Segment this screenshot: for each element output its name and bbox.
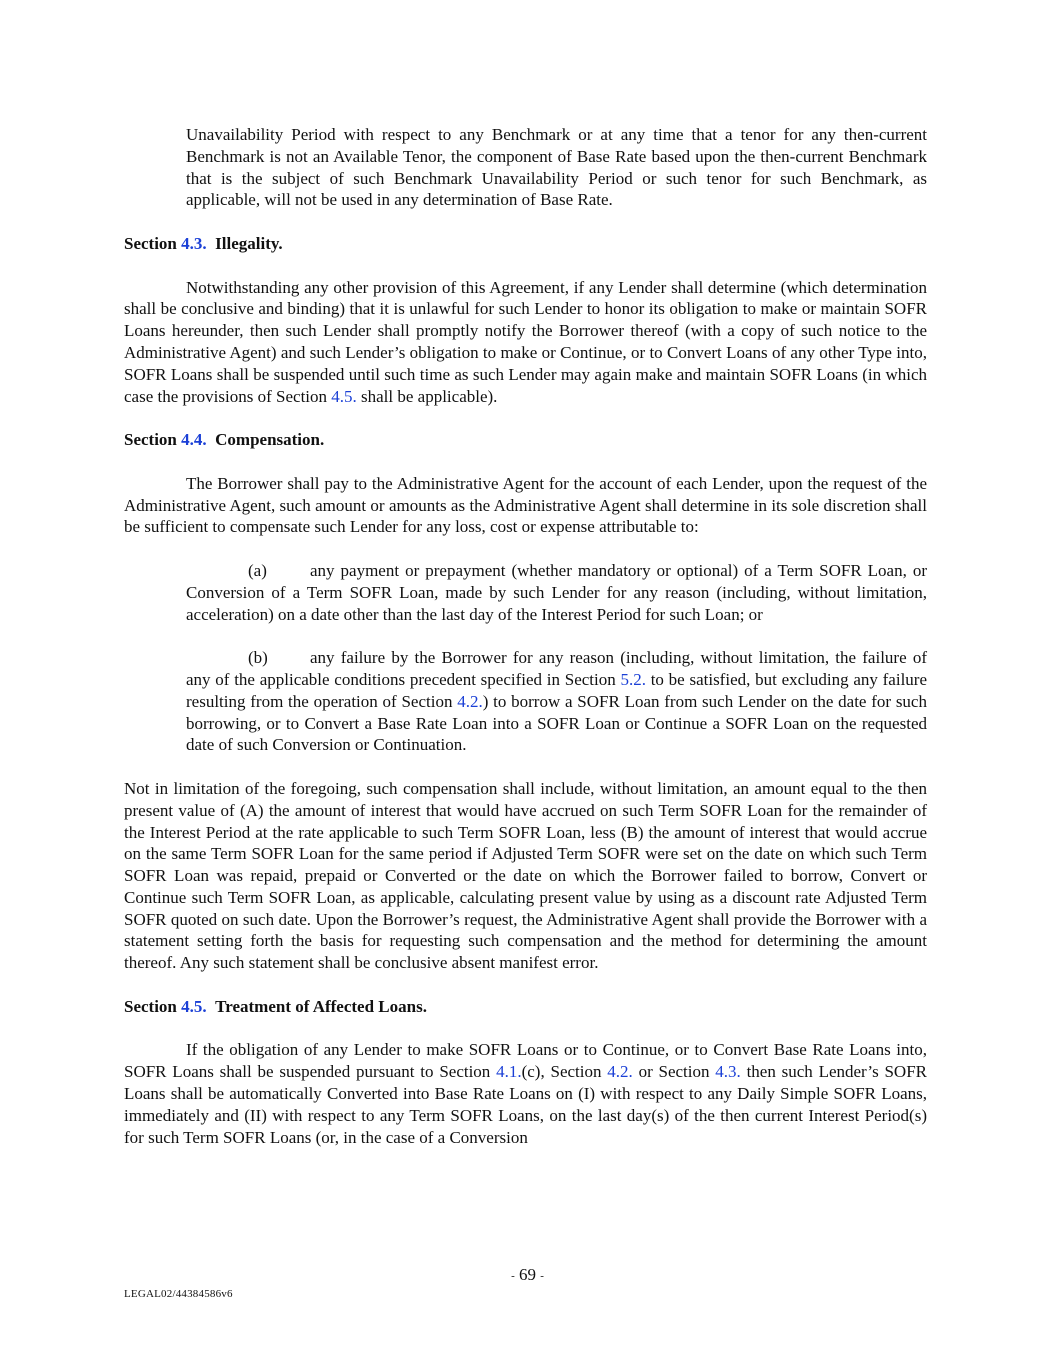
page-number-dash: - xyxy=(540,1270,544,1283)
cross-ref-link-4-2[interactable]: 4.2. xyxy=(457,691,483,711)
clause-a xyxy=(186,560,927,625)
section-prefix: Section xyxy=(124,996,182,1016)
section-title: Compensation. xyxy=(215,430,325,450)
page-number xyxy=(0,1265,1055,1285)
clause-b-text: any failure by the Borrower for any reason (including, without limitation, the failure of any of the applicable conditions precedent specified in Section xyxy=(186,648,927,689)
clause-b-text: ) to borrow a SOFR Loan from such Lender on the date for such borrowing, or to Convert a Base Rate Loan into a SOFR Loan or Continue a SOFR Loan on the requested date of such Conversion or Continuation. xyxy=(186,691,927,755)
section-prefix: Section xyxy=(124,233,182,253)
paragraph-text: or Section xyxy=(632,1062,716,1082)
cross-ref-link-5-2[interactable]: 5.2. xyxy=(620,669,646,689)
section-heading-4-3 xyxy=(124,233,927,255)
clause-b-text: to be satisfied, but excluding any failure resulting from the operation of Section xyxy=(186,669,927,711)
paragraph-text: If the obligation of any Lender to make SOFR Loans or to Continue, or to Convert Base Rate Loans into, SOFR Loans shall be suspended pursuant to Section xyxy=(124,1040,927,1082)
page-number-dash: - xyxy=(511,1270,515,1283)
section-heading-4-4 xyxy=(124,429,927,451)
cross-ref-link-4-1[interactable]: 4.1. xyxy=(496,1062,522,1082)
section-title: Illegality. xyxy=(215,233,283,253)
paragraph-present-value: Not in limitation of the foregoing, such compensation shall include, without limitation, an amount equal to the then present value of (A) the amount of interest that would have accrued on such Term SOFR Loan for the remainder of the Interest Period at the rate applicable to such Term SOFR Loan, less (B) the amount of interest that would accrue on the same Term SOFR Loan for the same period if Adjusted Term SOFR were set on the date on which such Term SOFR Loan was repaid, prepaid or Converted or the date on which the Borrower failed to borrow, Convert or Continue such Term SOFR Loan, as applicable, calculating present value by using as a discount rate Adjusted Term SOFR quoted on such date. Upon the Borrower’s request, the Administrative Agent shall provide the Borrower with a statement setting forth the basis for requesting such compensation and the method for determining the amount thereof. Any such statement shall be conclusive absent manifest error. xyxy=(124,778,927,973)
section-link-4-4[interactable]: 4.4. xyxy=(181,430,207,450)
paragraph-text: shall be applicable). xyxy=(356,386,498,406)
paragraph-text: (c), Section xyxy=(521,1062,608,1082)
document-id: LEGAL02/44384586v6 xyxy=(124,1288,233,1300)
paragraph-illegality xyxy=(124,277,927,408)
section-heading-4-5 xyxy=(124,996,927,1018)
section-link-4-5[interactable]: 4.5. xyxy=(181,996,207,1016)
clause-a-text: any payment or prepayment (whether mandatory or optional) of a Term SOFR Loan, or Conversion of a Term SOFR Loan, made by such Lender for any reason (including, without limitation, acceleration) on a date other than the last day of the Interest Period for such Loan; or xyxy=(186,560,927,624)
paragraph-text: Notwithstanding any other provision of this Agreement, if any Lender shall determine (which determination shall be conclusive and binding) that it is unlawful for such Lender to honor its obligation to make or maintain SOFR Loans hereunder, then such Lender shall promptly notify the Borrower thereof (with a copy of such notice to the Administrative Agent) and such Lender’s obligation to make or Continue, or to Convert Loans of any other Type into, SOFR Loans shall be suspended until such time as such Lender may again make and maintain SOFR Loans (in which case the provisions of Section xyxy=(124,277,927,406)
cross-ref-link-4-3[interactable]: 4.3. xyxy=(715,1062,741,1082)
clause-b xyxy=(186,647,927,756)
cross-ref-link-4-5[interactable]: 4.5. xyxy=(331,386,357,406)
document-body xyxy=(124,124,927,1148)
clause-a-label: (a) xyxy=(248,560,267,580)
section-title: Treatment of Affected Loans. xyxy=(215,996,427,1016)
paragraph-affected-loans xyxy=(124,1039,927,1148)
section-link-4-3[interactable]: 4.3. xyxy=(181,233,207,253)
paragraph-compensation: The Borrower shall pay to the Administrative Agent for the account of each Lender, upon the request of the Administrative Agent, such amount or amounts as the Administrative Agent shall determine in its sole discretion shall be sufficient to compensate such Lender for any loss, cost or expense attributable to: xyxy=(124,473,927,537)
cross-ref-link-4-2b[interactable]: 4.2. xyxy=(607,1062,633,1082)
section-prefix: Section xyxy=(124,430,182,450)
clause-b-label: (b) xyxy=(248,648,268,668)
paragraph-text: then such Lender’s SOFR Loans shall be automatically Converted into Base Rate Loans on (I) with respect to any Daily Simple SOFR Loans, immediately and (II) with respect to any Term SOFR Loans, on the last day(s) of the then current Interest Period(s) for such Term SOFR Loans (or, in the case of a Conversion xyxy=(124,1062,928,1147)
page-number-value: 69 xyxy=(519,1265,536,1284)
paragraph-unavailability: Unavailability Period with respect to any Benchmark or at any time that a tenor for any then-current Benchmark is not an Available Tenor, the component of Base Rate based upon the then-current Benchmark that is the subject of such Benchmark Unavailability Period or such tenor for such Benchmark, as applicable, will not be used in any determination of Base Rate. xyxy=(186,125,927,210)
